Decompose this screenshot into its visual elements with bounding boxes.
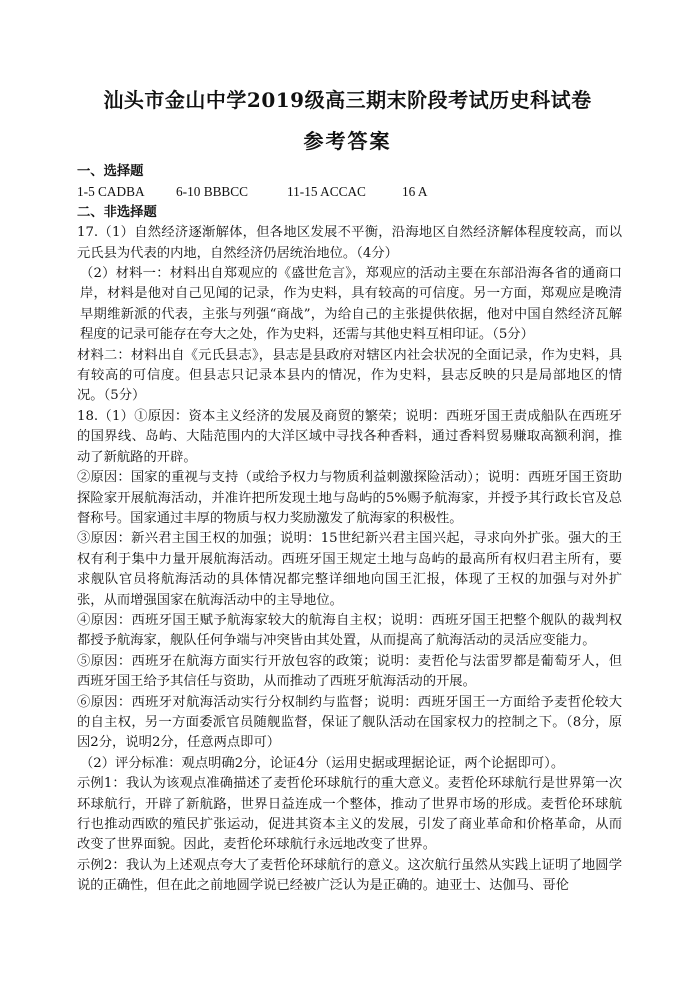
answer-paragraph: （2）材料一：材料出自郑观应的《盛世危言》，郑观应的活动主要在东部沿海各省的通商口岸，材料是他对自己见闻的记录，作为史料，具有较高的可信度。另一方面，郑观应是晚清早期维新派的代表，主张与列强“商战”，为给自己的主张提供依据，他对中国自然经济瓦解程度的记录可能存在夸大之处，作为史料，还需与其他史料互相印证。（5分） [80, 266, 622, 343]
answer-paragraph: ④原因：西班牙国王赋予航海家较大的航海自主权；说明：西班牙国王把整个舰队的裁判权都授予航海家，舰队任何争端与冲突皆由其处置，从而提高了航海活动的灵活应变能力。 [77, 612, 622, 649]
page-subtitle: 参考答案 [303, 129, 392, 153]
section-heading-non-choice: 二、非选择题 [77, 204, 157, 220]
choice-answer-group: 6-10 BBBCC [176, 184, 249, 200]
answer-paragraph: ③原因：新兴君主国王权的加强；说明：15世纪新兴君主国兴起，寻求向外扩张。强大的王权有利于集中力量开展航海活动。西班牙国王规定土地与岛屿的最高所有权归君主所有，要求舰队官员将航海活动的具体情况都完整详细地向国王汇报，体现了王权的加强与对外扩张，从而增强国家在航海活动中的主导地位。 [77, 531, 622, 608]
answer-content [77, 162, 622, 897]
answer-paragraph: 材料二：材料出自《元氏县志》，县志是县政府对辖区内社会状况的全面记录，作为史料，具有较高的可信度。但县志只记录本县内的情况，作为史料，县志反映的只是局部地区的情况。（5分） [77, 347, 622, 404]
answer-paragraph: ②原因：国家的重视与支持（或给予权力与物质利益刺激探险活动）；说明：西班牙国王资助探险家开展航海活动，并准许把所发现土地与岛屿的5%赐予航海家，并授予其行政长官及总督称号。国家通过丰厚的物质与权力奖励激发了航海家的积极性。 [77, 470, 622, 526]
answer-paragraph: 17.（1）自然经济逐渐解体，但各地区发展不平衡，沿海地区自然经济解体程度较高，而以元氏县为代表的内地，自然经济仍居统治地位。（4分） [77, 225, 622, 261]
answer-paragraph: 示例2：我认为上述观点夸大了麦哲伦环球航行的意义。这次航行虽然从实践上证明了地圆学说的正确性，但在此之前地圆学说已经被广泛认为是正确的。迪亚士、达伽马、哥伦 [77, 857, 622, 894]
answer-paragraph: 18.（1）①原因：资本主义经济的发展及商贸的繁荣；说明：西班牙国王责成船队在西班牙的国界线、岛屿、大陆范围内的大洋区域中寻找各种香料，通过香料贸易赚取高额利润，推动了新航路的开辟。 [77, 408, 622, 465]
answer-paragraph: ⑥原因：西班牙对航海活动实行分权制约与监督；说明：西班牙国王一方面给予麦哲伦较大的自主权，另一方面委派官员随舰监督，保证了舰队活动在国家权力的控制之下。（8分，原因2分，说明2分，任意两点即可） [77, 694, 622, 751]
choice-answer-group: 1-5 CADBA [77, 184, 145, 200]
answer-paragraph: （2）评分标准：观点明确2分，论证4分（运用史据或理据论证，两个论据即可）。 [80, 755, 565, 771]
choice-answer-group: 11-15 ACCAC [287, 184, 366, 200]
answer-paragraph: ⑤原因：西班牙在航海方面实行开放包容的政策；说明：麦哲伦与法雷罗都是葡萄牙人，但西班牙国王给予其信任与资助，从而推动了西班牙航海活动的开展。 [77, 653, 622, 690]
answer-paragraph: 示例1：我认为该观点准确描述了麦哲伦环球航行的重大意义。麦哲伦环球航行是世界第一次环球航行，开辟了新航路，世界日益连成一个整体，推动了世界市场的形成。麦哲伦环球航行也推动西欧的殖民扩张运动，促进其资本主义的发展，引发了商业革命和价格革命，从而改变了世界面貌。因此，麦哲伦环球航行永远地改变了世界。 [77, 776, 622, 853]
page-title: 汕头市金山中学2019级高三期末阶段考试历史科试卷 [103, 88, 592, 112]
section-heading-choice: 一、选择题 [77, 164, 144, 179]
choice-answer-group: 16 A [402, 184, 428, 200]
choice-answers-row [77, 182, 622, 202]
